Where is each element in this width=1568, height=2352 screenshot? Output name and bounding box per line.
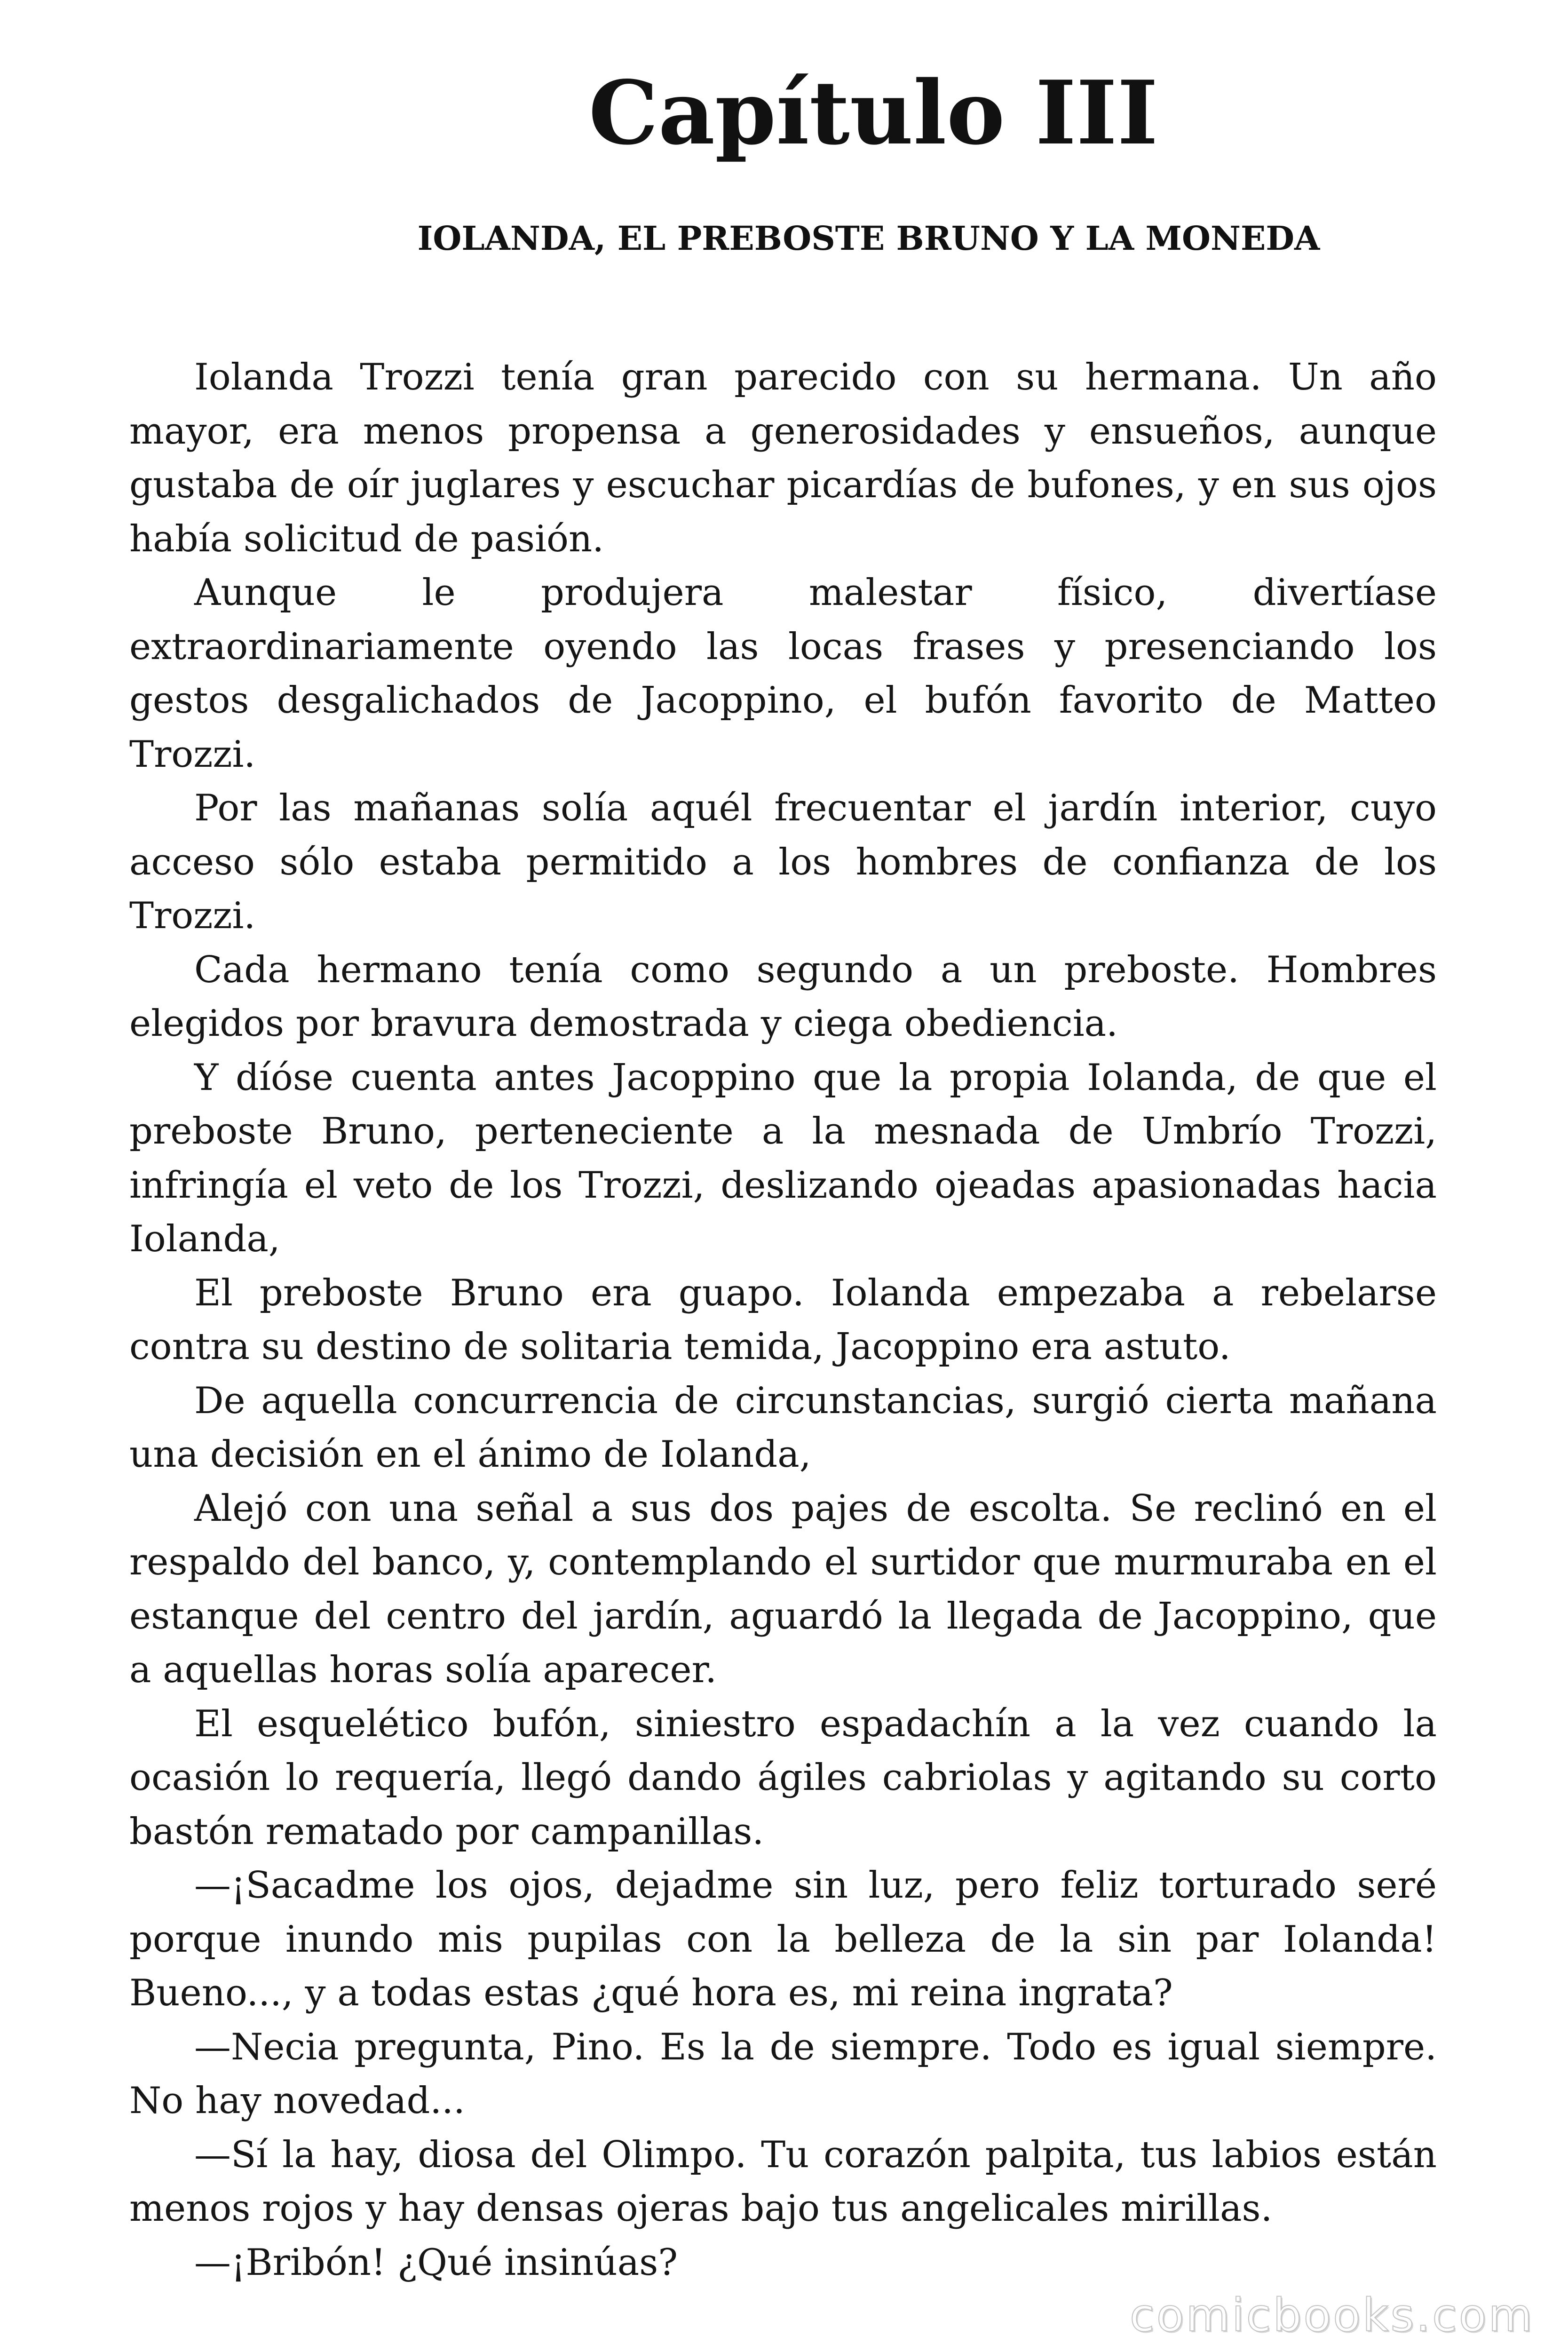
- paragraph: Aunque le produjera malestar físico, divertíase extraordinariamente oyendo las locas frases y presenciando los gestos desgalichados de Jacoppino, el bufón favorito de Matteo Trozzi.: [129, 572, 1437, 776]
- paragraph: —Necia pregunta, Pino. Es la de siempre. Todo es igual siempre. No hay novedad...: [129, 2026, 1437, 2122]
- paragraph: De aquella concurrencia de circunstancias, surgió cierta mañana una decisión en el ánimo de Iolanda,: [129, 1379, 1437, 1476]
- paragraph: —¡Sacadme los ojos, dejadme sin luz, pero feliz torturado seré porque inundo mis pupilas con la belleza de la sin par Iolanda! Bueno..., y a todas estas ¿qué hora es, mi reina ingrata?: [129, 1864, 1437, 2014]
- paragraph: El esquelético bufón, siniestro espadachín a la vez cuando la ocasión lo requería, llegó dando ágiles cabriolas y agitando su corto bastón rematado por campanillas.: [129, 1702, 1437, 1853]
- paragraph: Alejó con una señal a sus dos pajes de escolta. Se reclinó en el respaldo del banco, y, contemplando el surtidor que murmuraba en el estanque del centro del jardín, aguardó la llegada de Jacoppino, que a aquellas horas solía aparecer.: [129, 1487, 1437, 1691]
- paragraph: El preboste Bruno era guapo. Iolanda empezaba a rebelarse contra su destino de solitaria temida, Jacoppino era astuto.: [129, 1271, 1437, 1368]
- paragraph: —¡Bribón! ¿Qué insinúas?: [194, 2241, 678, 2284]
- paragraph: Cada hermano tenía como segundo a un preboste. Hombres elegidos por bravura demostrada y ciega obediencia.: [129, 948, 1437, 1045]
- paragraph: Iolanda Trozzi tenía gran parecido con su hermana. Un año mayor, era menos propensa a generosidades y ensueños, aunque gustaba de oír juglares y escuchar picardías de bufones, y en sus ojos había solicitud de pasión.: [129, 356, 1437, 560]
- paragraph: —Sí la hay, diosa del Olimpo. Tu corazón palpita, tus labios están menos rojos y hay densas ojeras bajo tus angelicales mirillas.: [129, 2133, 1437, 2230]
- watermark: comicbooks.com: [1129, 2289, 1534, 2342]
- chapter-subtitle: IOLANDA, EL PREBOSTE BRUNO Y LA MONEDA: [417, 219, 1320, 258]
- chapter-body: [129, 350, 1437, 2289]
- chapter-title: Capítulo III: [588, 61, 1158, 164]
- paragraph: Y díóse cuenta antes Jacoppino que la propia Iolanda, de que el preboste Bruno, perteneciente a la mesnada de Umbrío Trozzi, infringía el veto de los Trozzi, deslizando ojeadas apasionadas hacia Iolanda,: [129, 1056, 1437, 1260]
- paragraph: Por las mañanas solía aquél frecuentar el jardín interior, cuyo acceso sólo estaba permitido a los hombres de confianza de los Trozzi.: [129, 787, 1437, 937]
